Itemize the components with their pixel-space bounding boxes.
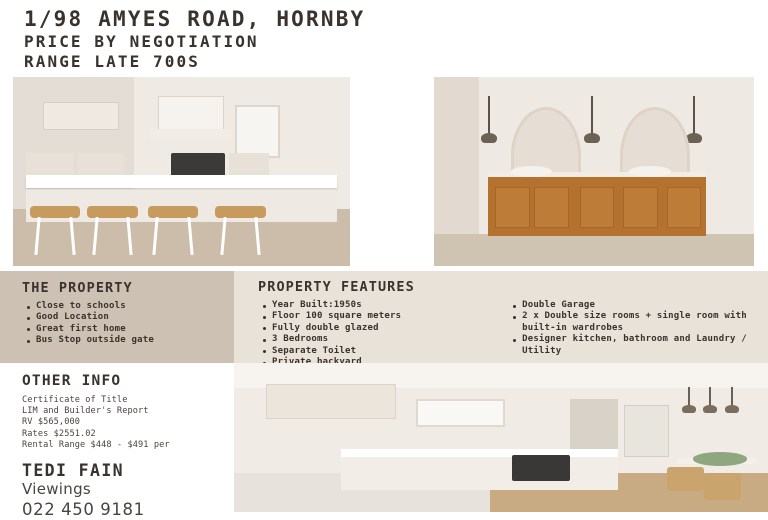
list-item: Fully double glazed <box>272 323 508 334</box>
info-band <box>0 271 768 363</box>
list-item: Good Location <box>36 312 234 323</box>
list-item: Double Garage <box>522 300 768 311</box>
lower-band <box>0 363 768 520</box>
flyer-header <box>0 0 768 72</box>
price-line-1: PRICE BY NEGOTIATION <box>24 32 259 51</box>
other-info-line: Rates $2551.02 <box>22 428 96 439</box>
page-title: 1/98 AMYES ROAD, HORNBY <box>24 7 366 31</box>
agent-phone[interactable]: 022 450 9181 <box>22 500 145 520</box>
list-item: Separate Toilet <box>272 346 508 357</box>
list-item: Year Built:1950s <box>272 300 508 311</box>
list-item: Designer kitchen, bathroom and Laundry / Utility <box>522 334 768 357</box>
property-features-list-1 <box>258 300 508 368</box>
other-info-panel <box>0 363 234 520</box>
list-item: Bus Stop outside gate <box>36 335 234 346</box>
list-item: 2 x Double size rooms + single room with built-in wardrobes <box>522 311 768 334</box>
list-item: 3 Bedrooms <box>272 334 508 345</box>
the-property-list <box>22 301 234 347</box>
list-item: Floor 100 square meters <box>272 311 508 322</box>
vanity-photo <box>434 77 754 266</box>
the-property-panel <box>0 271 234 363</box>
viewings-label: Viewings <box>22 480 92 499</box>
open-plan-photo <box>234 363 768 512</box>
other-info-line: RV $565,000 <box>22 417 81 428</box>
price-line-2: RANGE LATE 700S <box>24 52 200 71</box>
photo-band <box>0 72 768 271</box>
other-info-line: LIM and Builder's Report <box>22 406 149 417</box>
property-features-panel <box>234 271 768 363</box>
property-features-title: PROPERTY FEATURES <box>258 279 415 295</box>
property-features-list-2 <box>508 300 768 368</box>
agent-name: TEDI FAIN <box>22 461 125 481</box>
list-item: Great first home <box>36 324 234 335</box>
other-info-line: Rental Range $448 - $491 per <box>22 439 170 450</box>
list-item: Close to schools <box>36 301 234 312</box>
other-info-title: OTHER INFO <box>22 373 122 389</box>
other-info-line: Certificate of Title <box>22 395 128 405</box>
kitchen-photo <box>13 77 350 266</box>
the-property-title: THE PROPERTY <box>22 280 133 296</box>
